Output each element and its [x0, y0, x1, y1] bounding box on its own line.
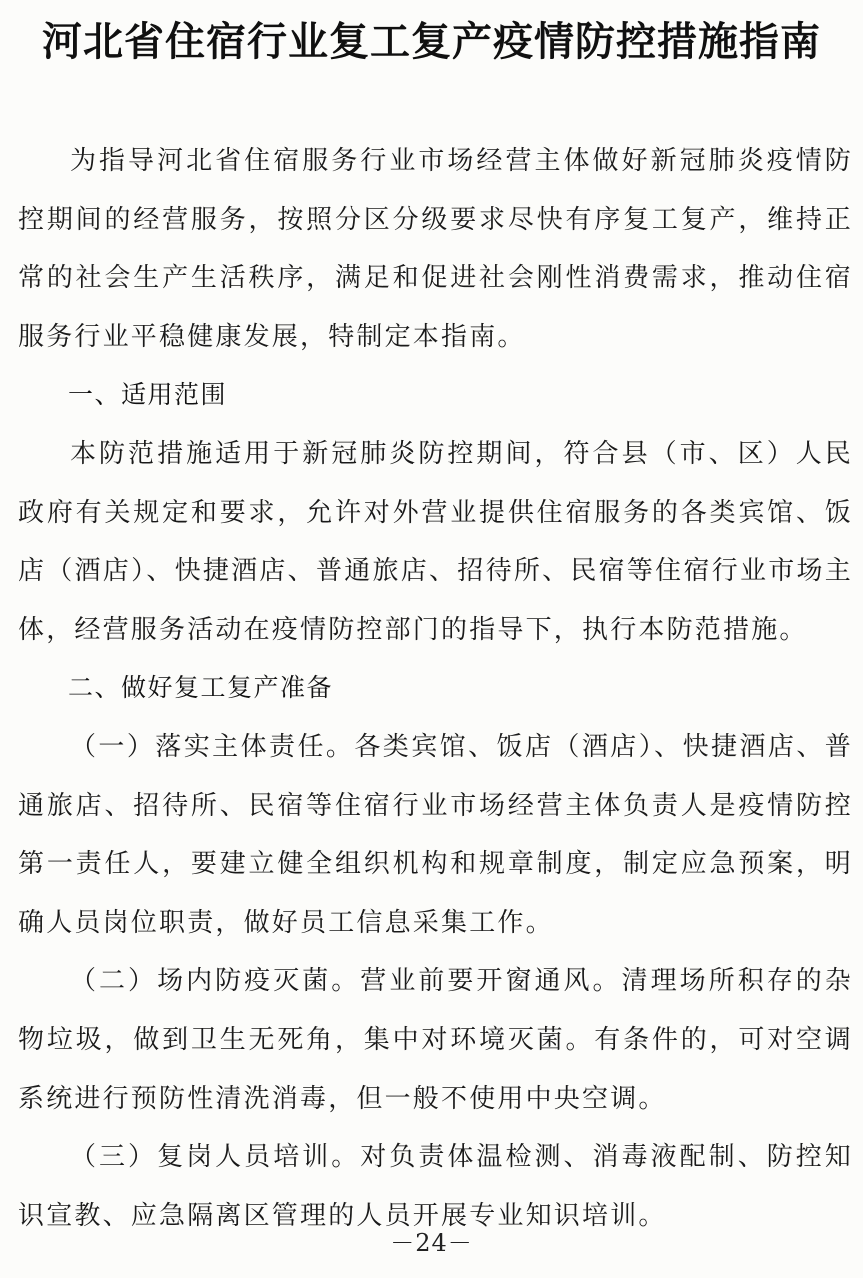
section-heading-preparation: 二、做好复工复产准备: [68, 673, 334, 703]
section-heading-scope: 一、适用范围: [68, 380, 228, 410]
paragraph-responsibility: （一）落实主体责任。各类宾馆、饭店（酒店）、快捷酒店、普通旅店、招待所、民宿等住宿行业市场经营主体负责人是疫情防控第一责任人，要建立健全组织机构和规章制度，制定应急预案，明确人员岗位职责，做好员工信息采集工作。: [18, 731, 853, 938]
paragraph-intro: 为指导河北省住宿服务行业市场经营主体做好新冠肺炎疫情防控期间的经营服务，按照分区分级要求尽快有序复工复产，维持正常的社会生产生活秩序，满足和促进社会刚性消费需求，推动住宿服务行业平稳健康发展，特制定本指南。: [18, 146, 853, 352]
paragraph-training: （三）复岗人员培训。对负责体温检测、消毒液配制、防控知识宣教、应急隔离区管理的人员开展专业知识培训。: [18, 1142, 853, 1231]
document-title: 河北省住宿行业复工复产疫情防控措施指南: [42, 18, 821, 65]
paragraph-disinfection: （二）场内防疫灭菌。营业前要开窗通风。清理场所积存的杂物垃圾，做到卫生无死角，集中对环境灭菌。有条件的，可对空调系统进行预防性清洗消毒，但一般不使用中央空调。: [18, 966, 853, 1114]
paragraph-scope: 本防范措施适用于新冠肺炎防控期间，符合县（市、区）人民政府有关规定和要求，允许对外营业提供住宿服务的各类宾馆、饭店（酒店）、快捷酒店、普通旅店、招待所、民宿等住宿行业市场主体，经营服务活动在疫情防控部门的指导下，执行本防范措施。: [18, 438, 853, 645]
document-body: [18, 132, 853, 1245]
page-number: －24－: [390, 1229, 473, 1257]
